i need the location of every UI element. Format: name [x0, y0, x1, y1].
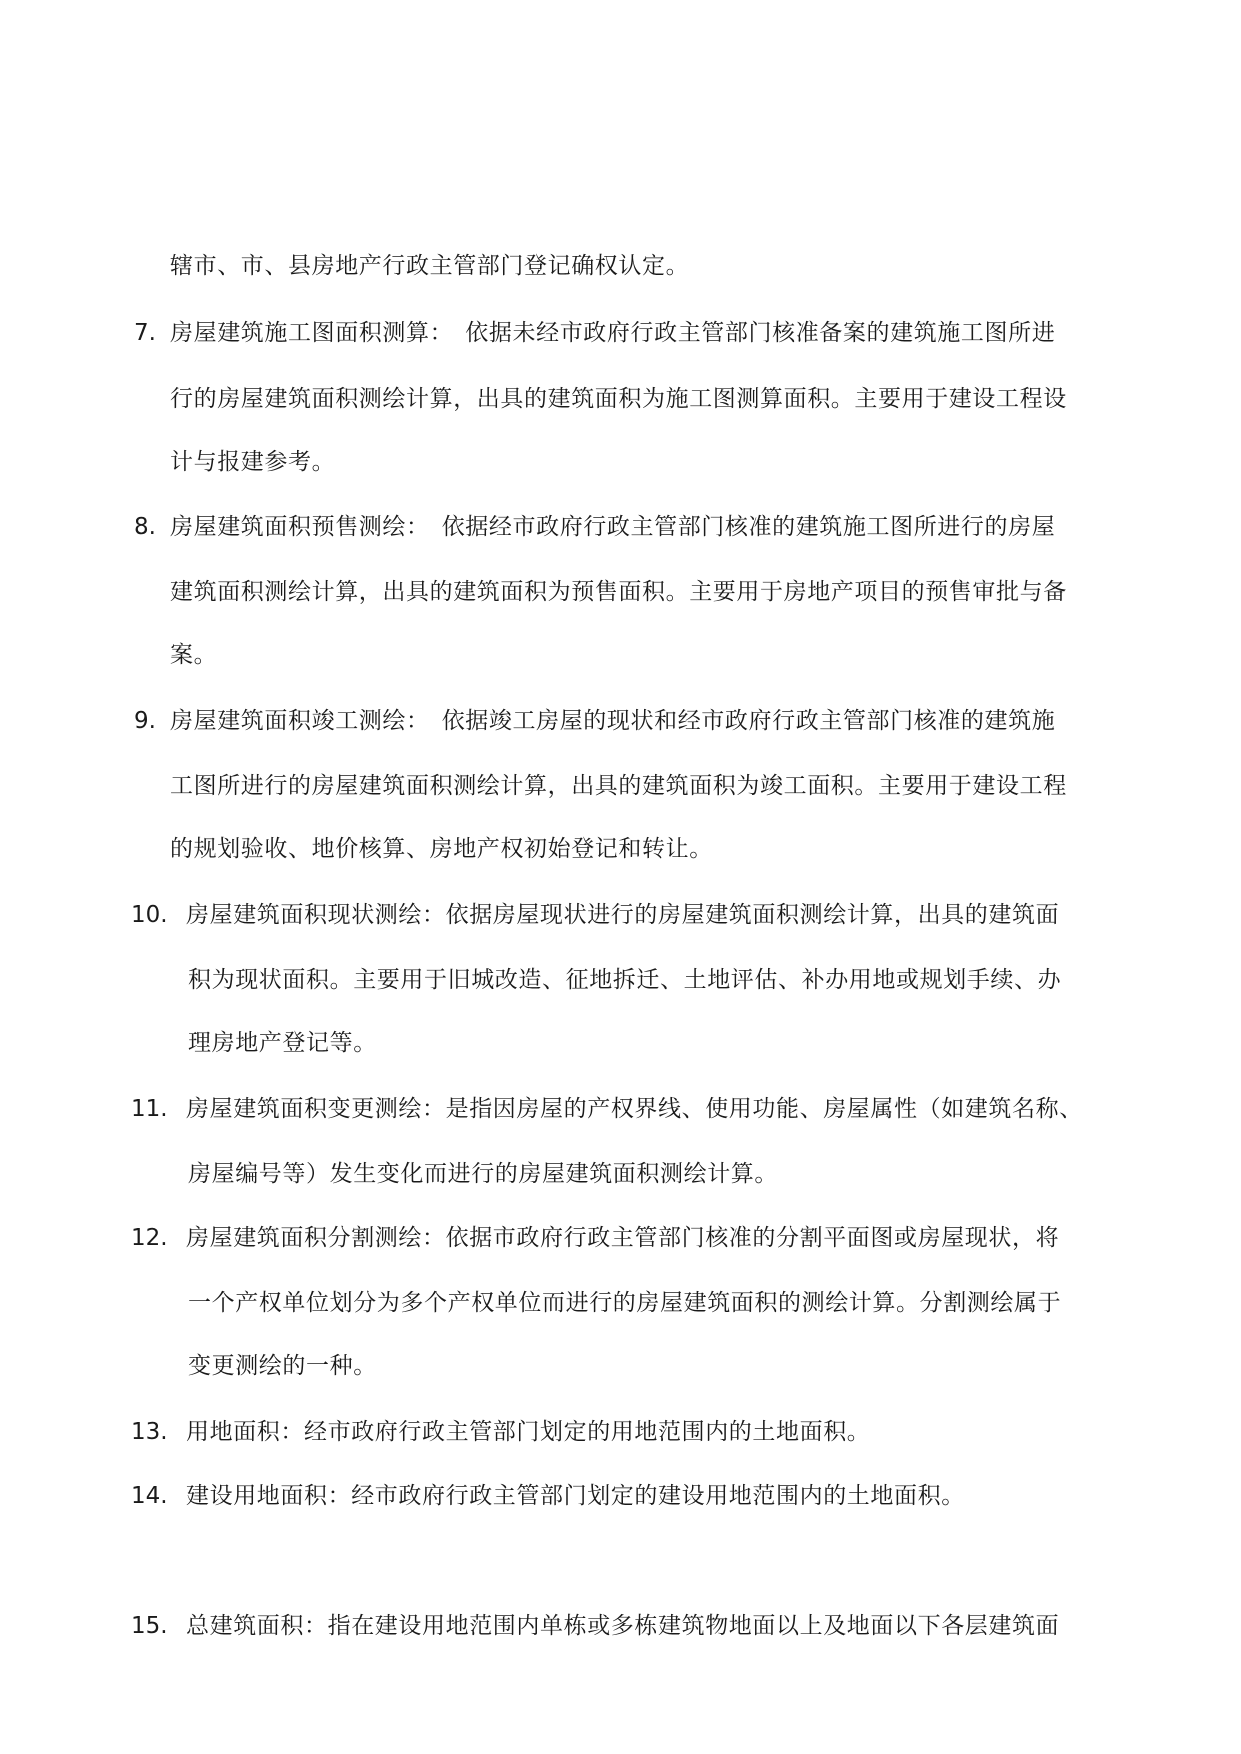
- item-number: 10.: [131, 902, 168, 928]
- item-line: 建筑面积测绘计算，出具的建筑面积为预售面积。主要用于房地产项目的预售审批与备: [170, 579, 1067, 605]
- item-line: 一个产权单位划分为多个产权单位而进行的房屋建筑面积的测绘计算。分割测绘属于: [188, 1290, 1062, 1316]
- item-line: 房屋建筑施工图面积测算： 依据未经市政府行政主管部门核准备案的建筑施工图所进: [170, 320, 1056, 346]
- item-number: 11.: [131, 1096, 168, 1122]
- item-number: 9.: [134, 708, 156, 734]
- item-line: 计与报建参考。: [170, 449, 336, 475]
- item-line: 房屋编号等）发生变化而进行的房屋建筑面积测绘计算。: [188, 1161, 778, 1187]
- item-number: 14.: [131, 1483, 168, 1509]
- item-number: 8.: [134, 514, 156, 540]
- item-line: 案。: [170, 642, 218, 668]
- continuation-line: 辖市、市、县房地产行政主管部门登记确权认定。: [170, 253, 690, 279]
- item-line: 总建筑面积：指在建设用地范围内单栋或多栋建筑物地面以上及地面以下各层建筑面: [186, 1613, 1060, 1639]
- item-number: 13.: [131, 1419, 168, 1445]
- item-line: 房屋建筑面积分割测绘：依据市政府行政主管部门核准的分割平面图或房屋现状，将: [186, 1225, 1060, 1251]
- item-line: 工图所进行的房屋建筑面积测绘计算，出具的建筑面积为竣工面积。主要用于建设工程: [170, 773, 1067, 799]
- item-line: 积为现状面积。主要用于旧城改造、征地拆迁、土地评估、补办用地或规划手续、办: [188, 967, 1062, 993]
- item-line: 建设用地面积：经市政府行政主管部门划定的建设用地范围内的土地面积。: [186, 1483, 965, 1509]
- item-line: 用地面积：经市政府行政主管部门划定的用地范围内的土地面积。: [186, 1419, 871, 1445]
- item-number: 15.: [131, 1613, 168, 1639]
- item-line: 房屋建筑面积变更测绘：是指因房屋的产权界线、使用功能、房屋属性（如建筑名称、: [186, 1096, 1083, 1122]
- item-line: 变更测绘的一种。: [188, 1353, 377, 1379]
- item-line: 的规划验收、地价核算、房地产权初始登记和转让。: [170, 836, 713, 862]
- item-line: 房屋建筑面积竣工测绘： 依据竣工房屋的现状和经市政府行政主管部门核准的建筑施: [170, 708, 1056, 734]
- item-line: 房屋建筑面积预售测绘： 依据经市政府行政主管部门核准的建筑施工图所进行的房屋: [170, 514, 1056, 540]
- item-line: 理房地产登记等。: [188, 1030, 377, 1056]
- item-number: 7.: [134, 320, 156, 346]
- item-number: 12.: [131, 1225, 168, 1251]
- item-line: 房屋建筑面积现状测绘：依据房屋现状进行的房屋建筑面积测绘计算，出具的建筑面: [186, 902, 1060, 928]
- item-line: 行的房屋建筑面积测绘计算，出具的建筑面积为施工图测算面积。主要用于建设工程设: [170, 386, 1067, 412]
